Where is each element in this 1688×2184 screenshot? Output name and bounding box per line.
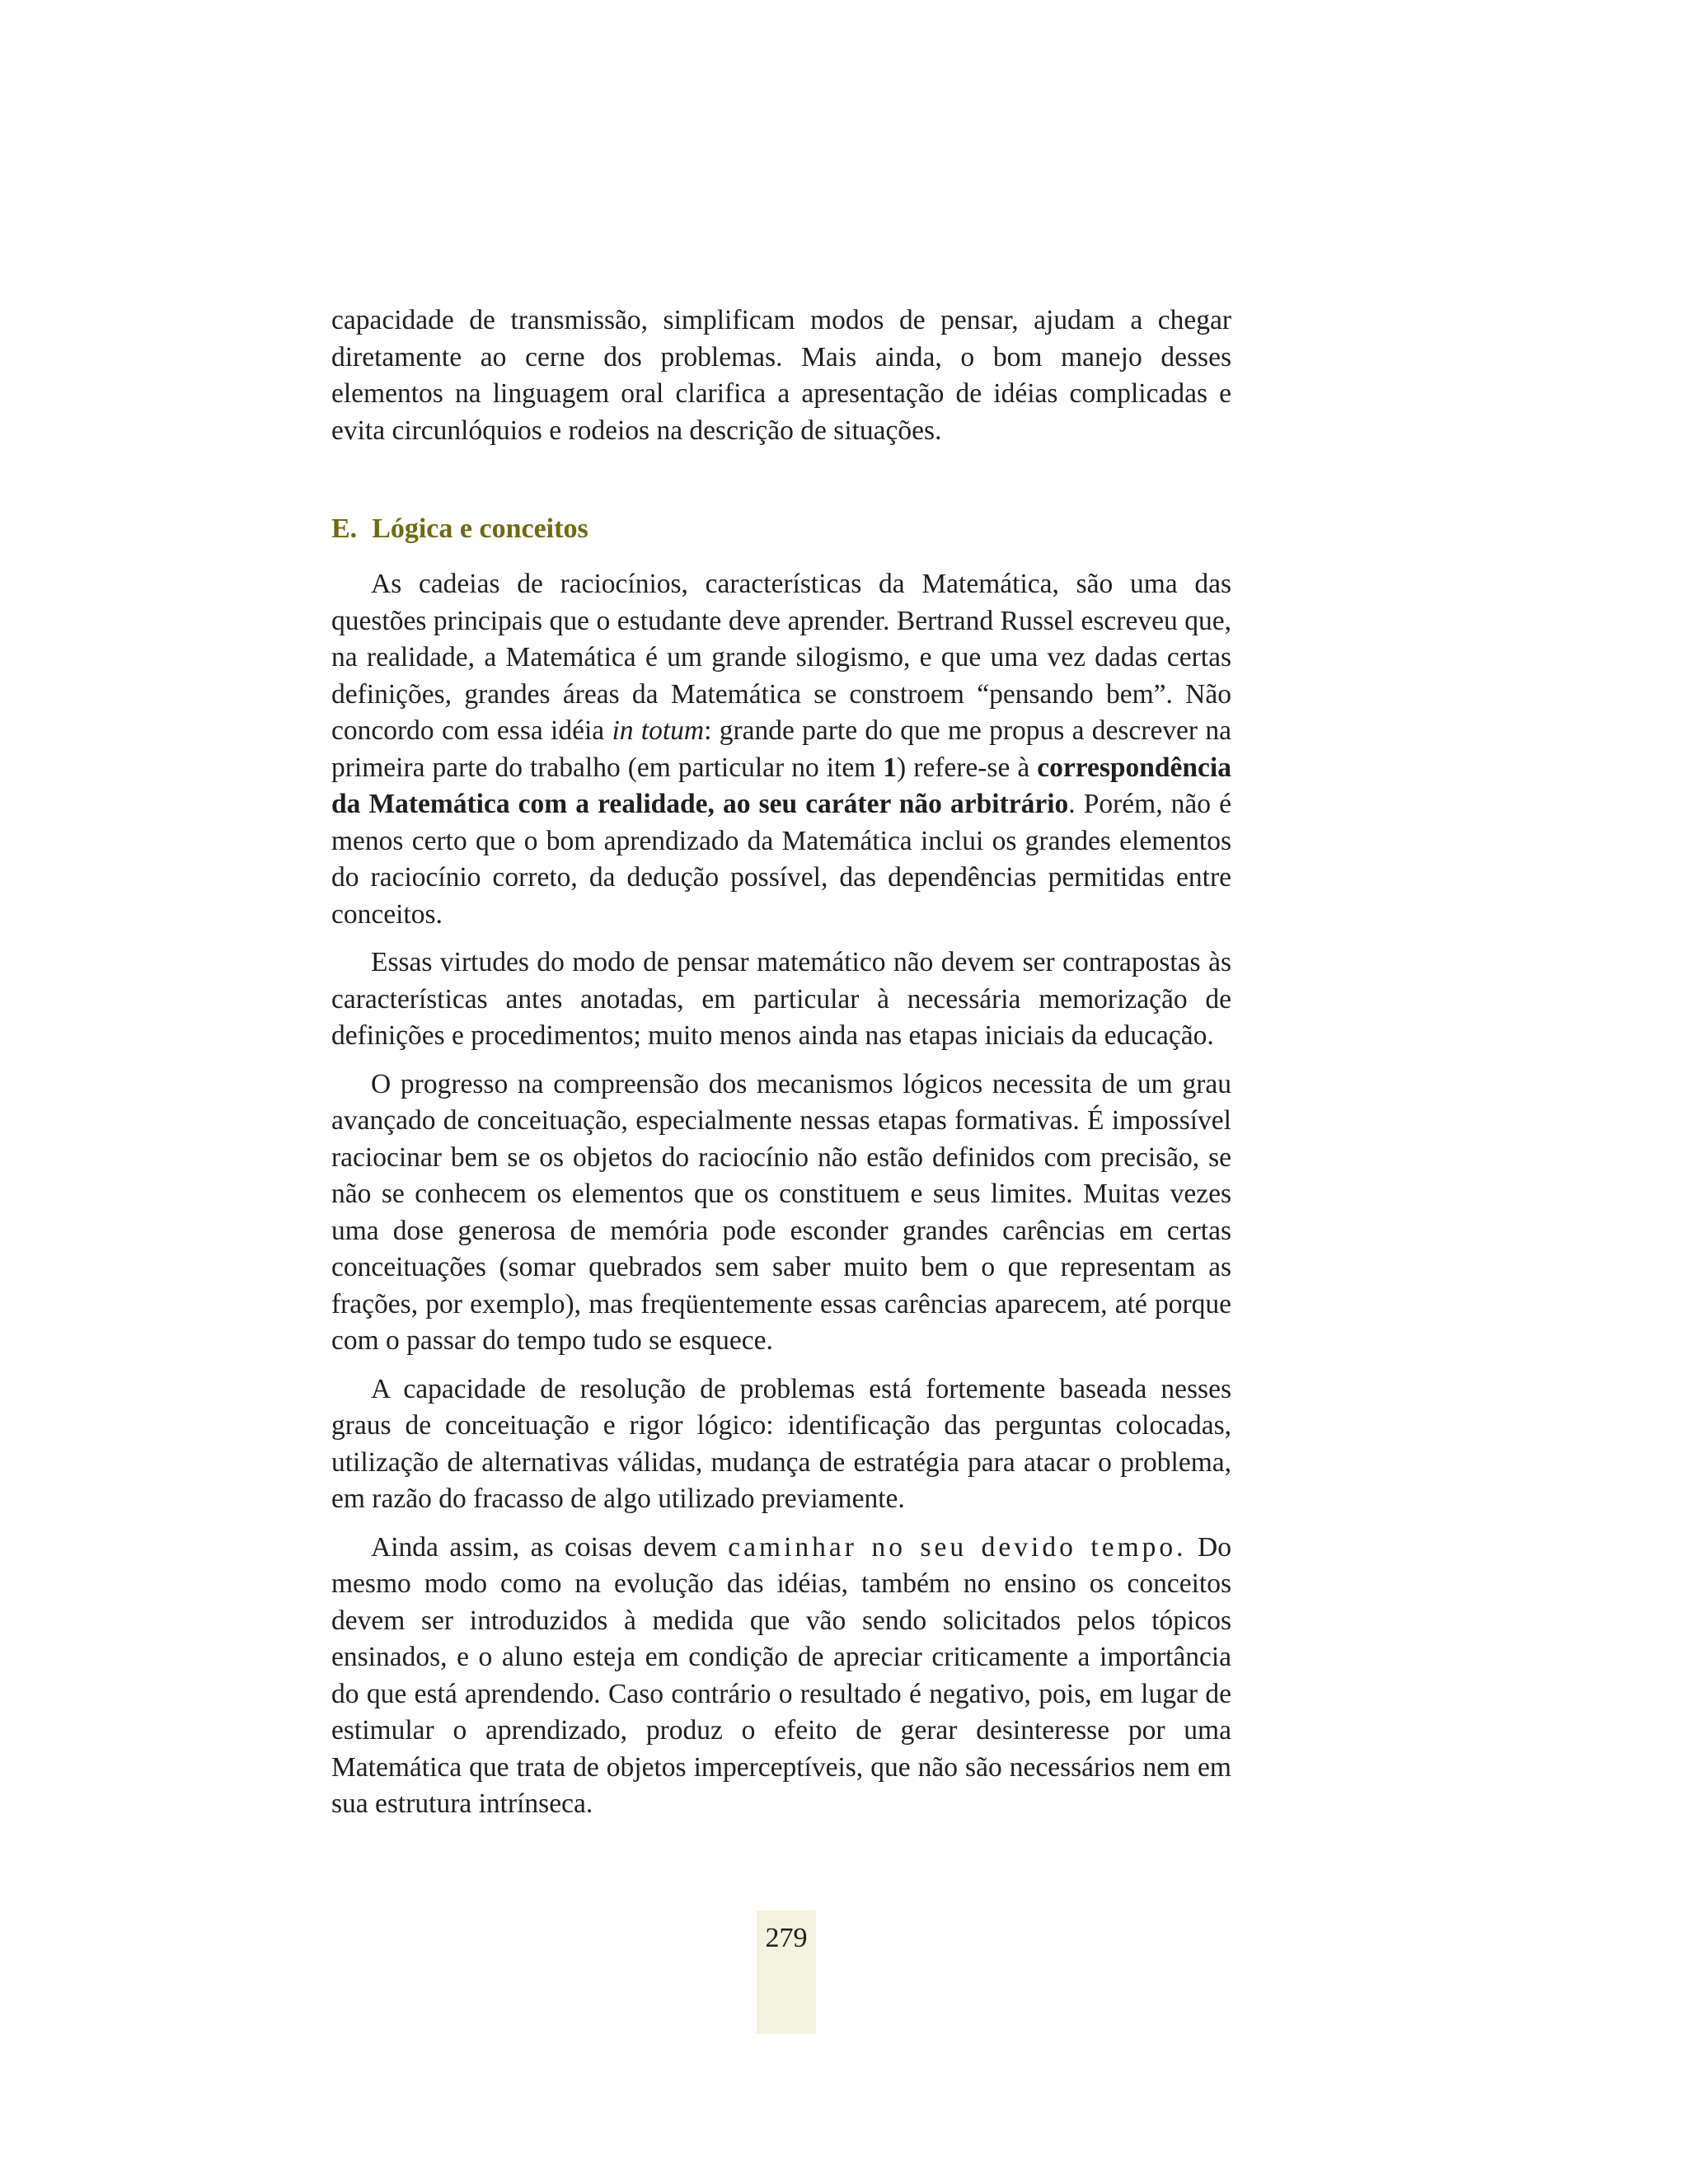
paragraph-5-text-a: Ainda assim, as coisas devem [371, 1531, 729, 1563]
page-number: 279 [765, 1923, 808, 1953]
paragraph-1-text-d: . Porém, não é menos certo que o bom aprendizado da Matemática inclui os grandes elementos do raciocínio correto, da dedução possível, das dependências permitidas entre conceitos. [331, 789, 1231, 930]
paragraph-1-italic: in totum [612, 715, 705, 746]
paragraph-2: Essas virtudes do modo de pensar matemático não devem ser contrapostas às características antes anotadas, em particular à necessária memorização de definições e procedimentos; muito menos ainda nas etapas iniciais da educação. [331, 947, 1231, 1051]
page-number-tab [757, 1910, 816, 2034]
intro-paragraph: capacidade de transmissão, simplificam modos de pensar, ajudam a chegar diretamente ao cerne dos problemas. Mais ainda, o bom manejo desses elementos na linguagem oral clarifica a apresentação de idéias complicadas e evita circunlóquios e rodeios na descrição de situações. [331, 305, 1231, 446]
paragraph-3: O progresso na compreensão dos mecanismos lógicos necessita de um grau avançado de conceituação, especialmente nessas etapas formativas. É impossível raciocinar bem se os objetos do raciocínio não estão definidos com precisão, se não se conhecem os elementos que os constituem e seus limites. Muitas vezes uma dose generosa de memória pode esconder grandes carências em certas conceituações (somar quebrados sem saber muito bem o que representam as frações, por exemplo), mas freqüentemente essas carências aparecem, até porque com o passar do tempo tudo se esquece. [331, 1068, 1231, 1356]
section-body [331, 566, 1231, 1835]
paragraph-1-text-b: : grande parte do que me propus a descrever na primeira parte do trabalho (em particular no item [331, 715, 1232, 783]
paragraph-1-text-a: As cadeias de raciocínios, características da Matemática, são uma das questões principais que o estudante deve aprender. Bertrand Russel escreveu que, na realidade, a Matemática é um grande silogismo, e que uma vez dadas certas definições, grandes áreas da Matemática se constroem “pensando bem”. Não concordo com essa idéia [331, 569, 1231, 746]
intro-text-block [331, 302, 1231, 449]
paragraph-5-spaced: caminhar no seu devido tempo. [728, 1531, 1187, 1563]
section-title: Lógica e conceitos [372, 513, 588, 544]
paragraph-5-text-b: Do mesmo modo como na evolução das idéias, também no ensino os conceitos devem ser introduzidos à medida que vão sendo solicitados pelos tópicos ensinados, e o aluno esteja em condição de apreciar criticamente a importância do que está aprendendo. Caso contrário o resultado é negativo, pois, em lugar de estimular o aprendizado, produz o efeito de gerar desinteresse por uma Matemática que trata de objetos imperceptíveis, que não são necessários nem em sua estrutura intrínseca. [331, 1531, 1231, 1819]
paragraph-1-bold: correspondência da Matemática com a realidade, ao seu caráter não arbitrário [331, 752, 1231, 819]
section-heading [331, 511, 588, 547]
paragraph-4: A capacidade de resolução de problemas está fortemente baseada nesses graus de conceituação e rigor lógico: identificação das perguntas colocadas, utilização de alternativas válidas, mudança de estratégia para atacar o problema, em razão do fracasso de algo utilizado previamente. [331, 1373, 1231, 1514]
section-number: E. [331, 513, 358, 544]
paragraph-1 [331, 566, 1231, 933]
paragraph-1-item-ref: 1 [883, 752, 898, 783]
paragraph-1-text-c: ) refere-se à [897, 752, 1038, 783]
paragraph-5 [331, 1530, 1231, 1823]
